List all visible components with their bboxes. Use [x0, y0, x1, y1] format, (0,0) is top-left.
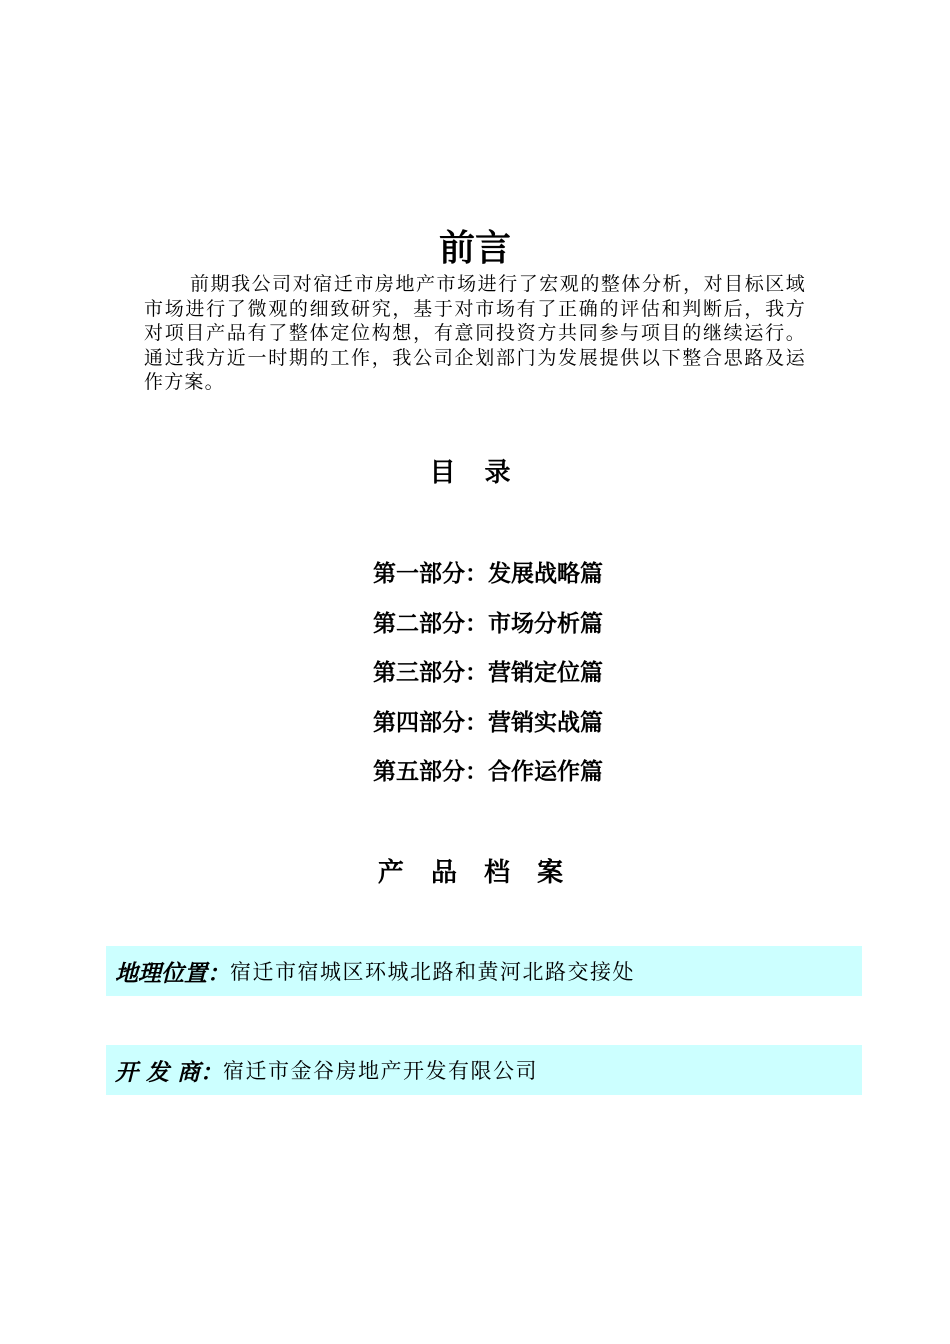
- toc-item-part-3: 第三部分：营销定位篇: [373, 660, 603, 686]
- developer-label: 开 发 商：: [115, 1059, 224, 1086]
- location-value: 宿迁市宿城区环城北路和黄河北路交接处: [230, 960, 635, 984]
- toc-item-part-5: 第五部分：合作运作篇: [373, 759, 603, 785]
- developer-value: 宿迁市金谷房地产开发有限公司: [223, 1059, 539, 1083]
- toc-heading: 目 录: [429, 458, 521, 488]
- location-label: 地理位置：: [115, 960, 230, 987]
- preface-body: 前期我公司对宿迁市房地产市场进行了宏观的整体分析，对目标区域市场进行了微观的细致研究，基于对市场有了正确的评估和判断后，我方对项目产品有了整体定位构想，有意同投资方共同参与项目的继续运行。通过我方近一时期的工作，我公司企划部门为发展提供以下整合思路及运作方案。: [144, 273, 806, 393]
- toc-item-part-1: 第一部分：发展战略篇: [373, 561, 603, 587]
- toc-item-part-4: 第四部分：营销实战篇: [373, 709, 603, 736]
- product-archive-heading: 产 品 档 案: [377, 858, 573, 888]
- preface-title: 前言: [438, 228, 511, 269]
- location-row: [106, 946, 862, 996]
- toc-list: [373, 556, 603, 804]
- toc-item-part-2: 第二部分：市场分析篇: [373, 610, 603, 637]
- developer-row: [106, 1045, 862, 1095]
